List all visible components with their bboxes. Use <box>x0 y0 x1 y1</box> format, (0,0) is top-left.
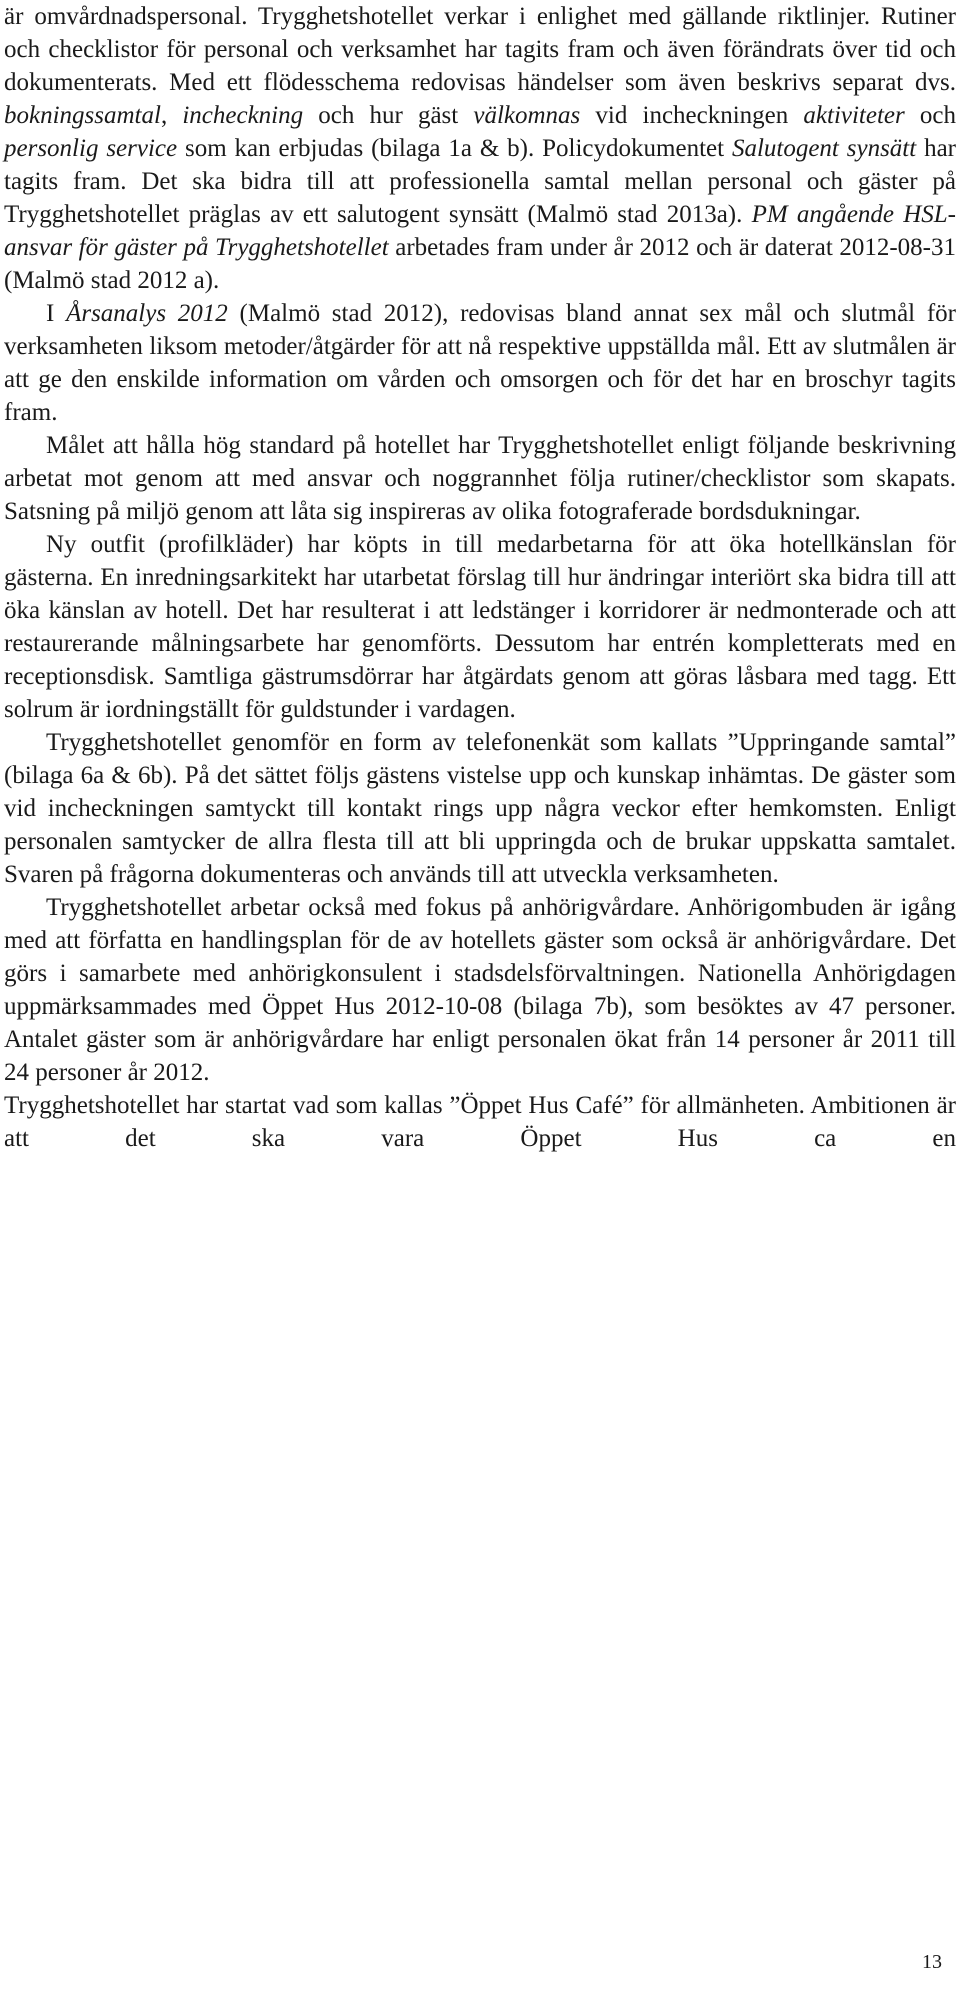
paragraph <box>4 0 956 297</box>
italic-text-segment: incheckning <box>182 102 304 129</box>
page-number: 13 <box>922 1951 942 1973</box>
text-segment: som kan erbjudas (bilaga 1a & b). Policydokumentet <box>177 135 732 162</box>
paragraph <box>4 891 956 1089</box>
text-segment: är omvårdnadspersonal. Trygghetshotellet verkar i enlighet med gällande riktlinjer. Rutiner och checklistor för personal och verksamhet har tagits fram och även förändrats över tid och dokumenterats. Med ett flödesschema redovisas händelser som även beskrivs separat dvs. <box>4 3 956 96</box>
italic-text-segment: Årsanalys 2012 <box>66 300 228 327</box>
italic-text-segment: bokningssamtal <box>4 102 161 129</box>
text-segment: Målet att hålla hög standard på hotellet har Trygghetshotellet enligt följande beskrivning arbetat mot genom att med ansvar och noggrannhet följa rutiner/checklistor som skapats. Satsning på miljö genom att låta sig inspireras av olika fotograferade bordsdukningar. <box>4 432 956 525</box>
text-segment: Trygghetshotellet arbetar också med fokus på anhörigvårdare. Anhörigombuden är igång med att författa en handlingsplan för de av hotellets gäster som också är anhörigvårdare. Det görs i samarbete med anhörigkonsulent i stadsdelsförvaltningen. Nationella Anhörigdagen uppmärksammades med Öppet Hus 2012-10-08 (bilaga 7b), som besöktes av 47 personer. Antalet gäster som är anhörigvårdare har enligt personalen ökat från 14 personer år 2011 till 24 personer år 2012. <box>4 894 956 1086</box>
text-segment: och hur gäst <box>303 102 474 129</box>
paragraph <box>4 528 956 726</box>
body-text <box>4 0 956 1155</box>
paragraph <box>4 1089 956 1155</box>
paragraph <box>4 297 956 429</box>
text-segment: arbetades fram under år 2012 och är daterat 2012-08-31 (Malmö stad 2012 a). <box>4 234 957 294</box>
italic-text-segment: personlig service <box>4 135 178 162</box>
text-segment: Trygghetshotellet har startat vad som kallas ”Öppet Hus Café” för allmänheten. Ambitionen är att det ska vara Öppet Hus ca en <box>4 1092 956 1152</box>
text-segment: har tagits fram. Det ska bidra till att professionella samtal mellan personal och gäster på Trygghetshotellet präglas av ett salutogent synsätt (Malmö stad 2013a). <box>4 135 957 228</box>
text-segment: Ny outfit (profilkläder) har köpts in till medarbetarna för att öka hotellkänslan för gästerna. En inredningsarkitekt har utarbetat förslag till hur ändringar interiört ska bidra till att öka känslan av hotell. Det har resulterat i att ledstänger i korridorer är nedmonterade och att restaurerande målningsarbete har genomförts. Dessutom har entrén kompletterats med en receptionsdisk. Samtliga gästrumsdörrar har åtgärdats genom att göras låsbara med tagg. Ett solrum är iordningställt för guldstunder i vardagen. <box>4 531 956 723</box>
paragraph <box>4 429 956 528</box>
text-segment: Trygghetshotellet genomför en form av telefonenkät som kallats ”Uppringande samtal” (bilaga 6a & 6b). På det sättet följs gästens vistelse upp och kunskap inhämtas. De gäster som vid incheckningen samtyckt till kontakt rings upp några veckor efter hemkomsten. Enligt personalen samtycker de allra flesta till att bli uppringda och de brukar uppskatta samtalet. Svaren på frågorna dokumenteras och används till att utveckla verksamheten. <box>4 729 956 888</box>
paragraph <box>4 726 956 891</box>
text-segment: (Malmö stad 2012), redovisas bland annat sex mål och slutmål för verksamheten liksom metoder/åtgärder för att nå respektive uppställda mål. Ett av slutmålen är att ge den enskilde information om vården och omsorgen och för det har en broschyr tagits fram. <box>4 300 956 426</box>
text-segment: , <box>160 102 183 129</box>
text-segment: vid incheckningen <box>580 102 804 129</box>
italic-text-segment: PM angående HSL-ansvar för gäster på Trygghetshotellet <box>4 201 956 261</box>
text-segment: I <box>46 300 67 327</box>
text-segment: och <box>904 102 956 129</box>
italic-text-segment: aktiviteter <box>803 102 905 129</box>
italic-text-segment: Salutogent synsätt <box>731 135 917 162</box>
italic-text-segment: välkomnas <box>473 102 581 129</box>
